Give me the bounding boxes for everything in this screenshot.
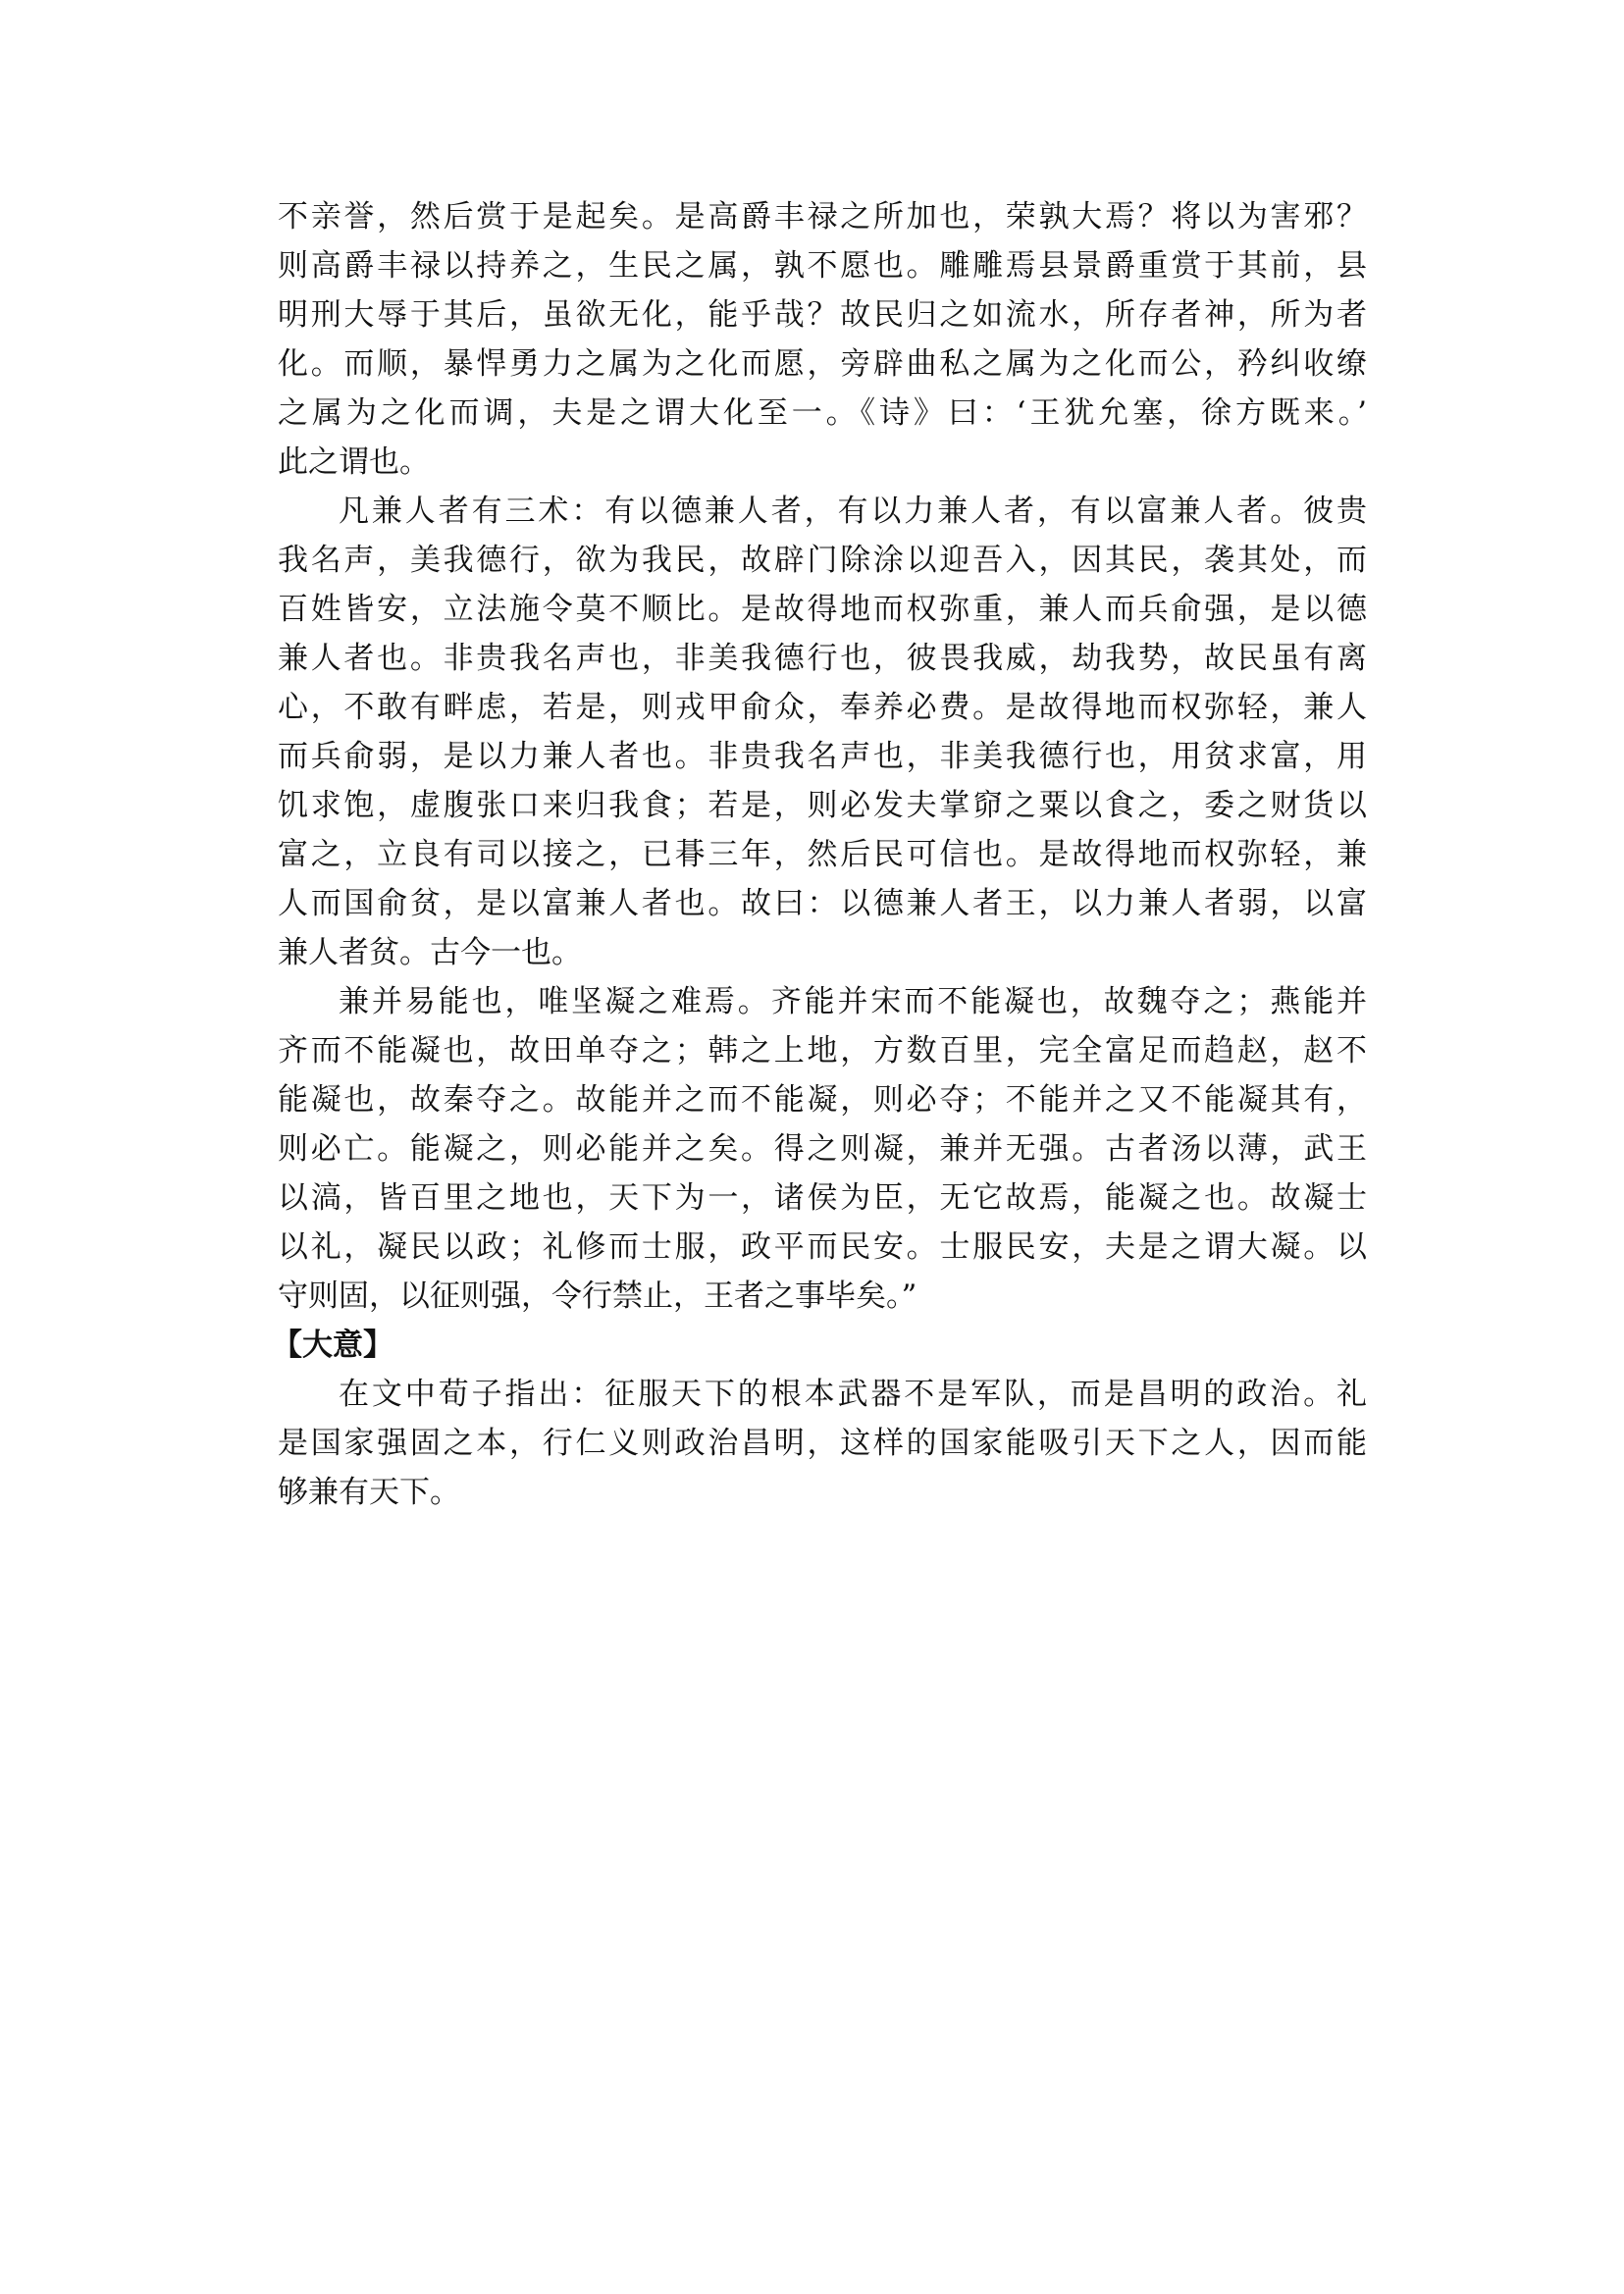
text-line: 之属为之化而调，夫是之谓大化至一。《诗》曰：‘王犹允塞，徐方既来。’ [278, 395, 1367, 431]
text-line: 以滈，皆百里之地也，天下为一，诸侯为臣，无它故焉，能凝之也。故凝士 [278, 1180, 1367, 1216]
text-line: 能凝也，故秦夺之。故能并之而不能凝，则必夺；不能并之又不能凝其有， [278, 1082, 1367, 1118]
text-line: 在文中荀子指出：征服天下的根本武器不是军队，而是昌明的政治。礼 [339, 1377, 1367, 1412]
paragraph-2 [278, 487, 1367, 977]
text-line: 百姓皆安，立法施令莫不顺比。是故得地而权弥重，兼人而兵俞强，是以德 [278, 592, 1367, 627]
text-line: 则必亡。能凝之，则必能并之矣。得之则凝，兼并无强。古者汤以薄，武王 [278, 1131, 1367, 1167]
text-line: 守则固，以征则强，令行禁止，王者之事毕矣。” [278, 1278, 917, 1314]
text-line: 富之，立良有司以接之，已朞三年，然后民可信也。是故得地而权弥轻，兼 [278, 837, 1367, 872]
text-line: 心，不敢有畔虑，若是，则戎甲俞众，奉养必费。是故得地而权弥轻，兼人 [278, 690, 1367, 725]
text-line: 此之谓也。 [278, 444, 430, 480]
text-line: 凡兼人者有三术：有以德兼人者，有以力兼人者，有以富兼人者。彼贵 [339, 494, 1367, 529]
text-line: 是国家强固之本，行仁义则政治昌明，这样的国家能吸引天下之人，因而能 [278, 1426, 1367, 1461]
text-line: 则高爵丰禄以持养之，生民之属，孰不愿也。雕雕焉县景爵重赏于其前，县 [278, 248, 1367, 284]
text-line: 兼并易能也，唯坚凝之难焉。齐能并宋而不能凝也，故魏夺之；燕能并 [339, 984, 1367, 1019]
text-line: 不亲誉，然后赏于是起矣。是高爵丰禄之所加也，荣孰大焉？将以为害邪？ [278, 199, 1367, 235]
text-line: 人而国俞贫，是以富兼人者也。故曰：以德兼人者王，以力兼人者弱，以富 [278, 886, 1367, 921]
paragraph-3 [278, 977, 1367, 1321]
text-line: 饥求饱，虚腹张口来归我食；若是，则必发夫掌窌之粟以食之，委之财货以 [278, 788, 1367, 823]
text-line: 我名声，美我德行，欲为我民，故辟门除涂以迎吾入，因其民，袭其处，而 [278, 543, 1367, 578]
paragraph-1 [278, 192, 1367, 487]
text-line: 明刑大辱于其后，虽欲无化，能乎哉？故民归之如流水，所存者神，所为者 [278, 297, 1367, 333]
text-line: 以礼，凝民以政；礼修而士服，政平而民安。士服民安，夫是之谓大凝。以 [278, 1229, 1367, 1265]
document-page [272, 192, 1367, 1517]
text-line: 化。而顺，暴悍勇力之属为之化而愿，旁辟曲私之属为之化而公，矜纠收缭 [278, 346, 1367, 382]
text-line: 齐而不能凝也，故田单夺之；韩之上地，方数百里，完全富足而趋赵，赵不 [278, 1033, 1367, 1069]
text-line: 兼人者贫。古今一也。 [278, 935, 582, 970]
summary-paragraph [278, 1370, 1367, 1517]
section-heading: 【大意】 [272, 1328, 393, 1363]
text-line: 够兼有天下。 [278, 1475, 460, 1510]
text-line: 而兵俞弱，是以力兼人者也。非贵我名声也，非美我德行也，用贫求富，用 [278, 739, 1367, 774]
text-line: 兼人者也。非贵我名声也，非美我德行也，彼畏我威，劫我势，故民虽有离 [278, 641, 1367, 676]
